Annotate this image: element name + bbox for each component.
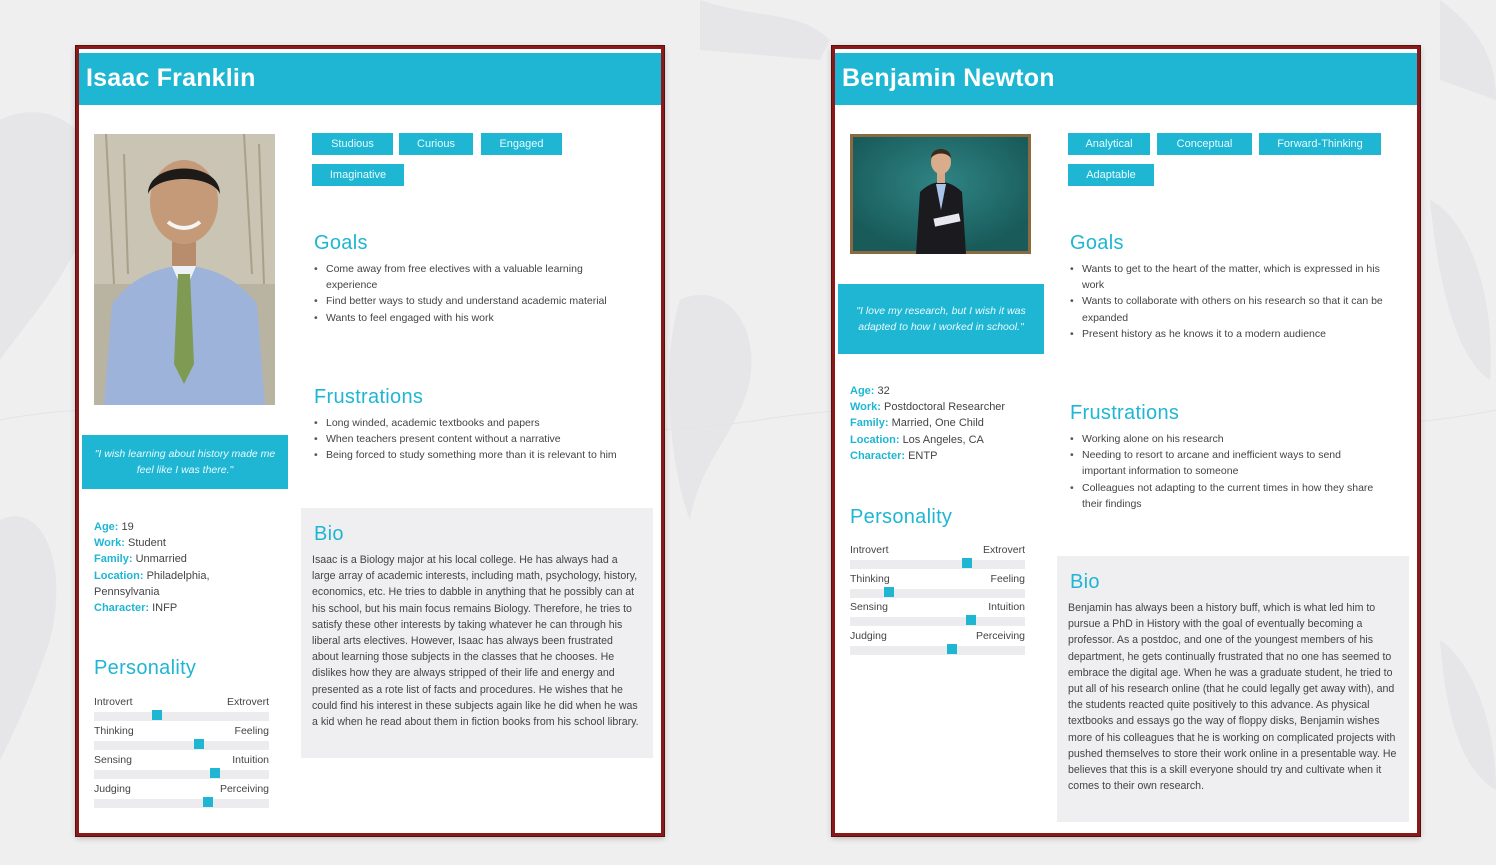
slider-left-label: Sensing bbox=[850, 601, 888, 613]
personality-slider bbox=[850, 630, 1025, 658]
work-value: Student bbox=[128, 537, 166, 550]
list-item: • Wants to collaborate with others on his research so that it can be expanded bbox=[1069, 293, 1397, 325]
family-label: Family: bbox=[94, 553, 133, 566]
persona-info bbox=[850, 383, 1040, 464]
slider-left-label: Judging bbox=[94, 783, 131, 795]
slider-track bbox=[850, 646, 1025, 655]
bio-title: Bio bbox=[314, 523, 344, 545]
family-value: Married, One Child bbox=[891, 417, 984, 430]
slider-left-label: Judging bbox=[850, 630, 887, 642]
age-label: Age: bbox=[850, 385, 875, 397]
trait-tag: Engaged bbox=[481, 133, 562, 155]
list-item: • Needing to resort to arcane and inefficient ways to send important information to someone bbox=[1069, 447, 1374, 479]
list-item: • Come away from free electives with a valuable learning experience bbox=[313, 261, 613, 293]
goals-title: Goals bbox=[314, 232, 368, 254]
slider-track bbox=[850, 560, 1025, 569]
slider-track bbox=[850, 589, 1025, 598]
personality-slider bbox=[94, 783, 269, 811]
age-label: Age: bbox=[94, 521, 119, 533]
goals-list bbox=[1069, 261, 1397, 342]
frustrations-title: Frustrations bbox=[314, 386, 424, 408]
trait-tag: Curious bbox=[399, 133, 473, 155]
personality-slider bbox=[850, 573, 1025, 601]
trait-tag: Imaginative bbox=[312, 164, 404, 186]
list-item: • Colleagues not adapting to the current times in how they share their findings bbox=[1069, 480, 1374, 512]
persona-header bbox=[835, 53, 1417, 105]
slider-knob bbox=[203, 797, 213, 807]
bio-text: Isaac is a Biology major at his local college. He has always had a large array of academic interests, including math, psychology, history, economics, etc. He tries to dabble in anything that he possibly can at his school, but his main focus remains Biology. Therefore, he tries to satisfy these other interests by taking whatever he can through his liberal arts electives. However, Isaac has always been frustrated about learning those subjects in the classes that he chooses. He dislikes how they are always stripped of their life and energy and presented as a rote list of facts and procedures. He wishes that he could find his interest in these subjects again like he did when he was a kid when he read about them in fiction books from his school library. bbox=[312, 554, 639, 729]
work-value: Postdoctoral Researcher bbox=[884, 401, 1006, 414]
character-value: INFP bbox=[152, 602, 178, 615]
character-value: ENTP bbox=[908, 449, 938, 462]
persona-card-benjamin bbox=[832, 46, 1420, 836]
slider-knob bbox=[194, 739, 204, 749]
slider-track bbox=[850, 617, 1025, 626]
bio-panel bbox=[301, 508, 653, 758]
list-item: • Find better ways to study and understand academic material bbox=[313, 293, 613, 309]
character-label: Character: bbox=[850, 449, 906, 462]
bio-title: Bio bbox=[1070, 571, 1100, 593]
age-value: 32 bbox=[877, 385, 890, 397]
list-item: • When teachers present content without a narrative bbox=[313, 431, 653, 447]
trait-tag: Analytical bbox=[1068, 133, 1150, 155]
work-label: Work: bbox=[94, 537, 125, 550]
slider-right-label: Intuition bbox=[232, 754, 269, 766]
location-label: Location: bbox=[850, 433, 900, 446]
list-item: • Long winded, academic textbooks and papers bbox=[313, 415, 653, 431]
slider-knob bbox=[884, 587, 894, 597]
slider-track bbox=[94, 770, 269, 779]
persona-photo bbox=[94, 134, 275, 405]
list-item: • Present history as he knows it to a modern audience bbox=[1069, 326, 1397, 342]
persona-quote: "I wish learning about history made me feel like I was there." bbox=[82, 435, 288, 489]
personality-slider bbox=[94, 725, 269, 753]
slider-right-label: Extrovert bbox=[982, 544, 1025, 556]
trait-tag: Conceptual bbox=[1157, 133, 1252, 155]
personality-slider bbox=[850, 544, 1025, 572]
family-value: Unmarried bbox=[135, 553, 187, 566]
location-label: Location: bbox=[94, 569, 144, 582]
goals-title: Goals bbox=[1070, 232, 1124, 254]
character-label: Character: bbox=[94, 602, 150, 615]
slider-left-label: Sensing bbox=[94, 754, 132, 766]
slider-knob bbox=[966, 615, 976, 625]
personality-title: Personality bbox=[850, 506, 953, 528]
slider-right-label: Extrovert bbox=[226, 696, 269, 708]
location-value: Philadelphia, Pennsylvania bbox=[94, 569, 210, 598]
trait-tag: Studious bbox=[312, 133, 393, 155]
slider-knob bbox=[962, 558, 972, 568]
slider-track bbox=[94, 799, 269, 808]
family-label: Family: bbox=[850, 417, 889, 430]
frustrations-list bbox=[313, 415, 653, 464]
persona-name: Isaac Franklin bbox=[86, 64, 256, 92]
slider-left-label: Thinking bbox=[850, 573, 890, 585]
trait-tag: Forward-Thinking bbox=[1259, 133, 1381, 155]
slider-right-label: Perceiving bbox=[975, 630, 1025, 642]
persona-header bbox=[79, 53, 661, 105]
list-item: • Working alone on his research bbox=[1069, 431, 1374, 447]
frustrations-list bbox=[1069, 431, 1374, 512]
location-value: Los Angeles, CA bbox=[902, 433, 984, 446]
slider-right-label: Perceiving bbox=[219, 783, 269, 795]
persona-name: Benjamin Newton bbox=[842, 64, 1055, 92]
persona-photo bbox=[850, 134, 1031, 254]
list-item: • Being forced to study something more than it is relevant to him bbox=[313, 447, 653, 463]
slider-knob bbox=[152, 710, 162, 720]
slider-right-label: Intuition bbox=[988, 601, 1025, 613]
slider-right-label: Feeling bbox=[234, 725, 269, 737]
frustrations-title: Frustrations bbox=[1070, 402, 1180, 424]
slider-knob bbox=[210, 768, 220, 778]
work-label: Work: bbox=[850, 401, 881, 414]
slider-left-label: Introvert bbox=[850, 544, 889, 556]
trait-tag: Adaptable bbox=[1068, 164, 1154, 186]
slider-left-label: Thinking bbox=[94, 725, 134, 737]
bio-panel bbox=[1057, 556, 1409, 822]
slider-knob bbox=[947, 644, 957, 654]
slider-left-label: Introvert bbox=[94, 696, 133, 708]
goals-list bbox=[313, 261, 613, 326]
list-item: • Wants to get to the heart of the matter, which is expressed in his work bbox=[1069, 261, 1397, 293]
personality-slider bbox=[94, 754, 269, 782]
list-item: • Wants to feel engaged with his work bbox=[313, 310, 613, 326]
age-value: 19 bbox=[121, 521, 134, 533]
bio-text: Benjamin has always been a history buff, which is what led him to pursue a PhD in History with the goal of eventually becoming a professor. As a postdoc, and one of the youngest members of his department, he gets continually frustrated that no one has seemed to embrace the digital age. When he was a graduate student, he tried to put all of his research online (that he could legally get away with), and the students reacted quite positively to this advance. As physical textbooks and essays go the way of floppy disks, Benjamin wishes more of his colleagues that he is working on complicated projects with pushed themselves to store their work online in a presentable way. He believes that this is a skill everyone should try and cultivate when it comes to their own research. bbox=[1068, 602, 1397, 793]
slider-track bbox=[94, 712, 269, 721]
personality-slider bbox=[850, 601, 1025, 629]
personality-title: Personality bbox=[94, 657, 197, 679]
persona-card-isaac bbox=[76, 46, 664, 836]
slider-right-label: Feeling bbox=[990, 573, 1025, 585]
personality-slider bbox=[94, 696, 269, 724]
persona-quote: "I love my research, but I wish it was adapted to how I worked in school." bbox=[838, 284, 1044, 354]
slider-track bbox=[94, 741, 269, 750]
persona-info bbox=[94, 519, 244, 616]
